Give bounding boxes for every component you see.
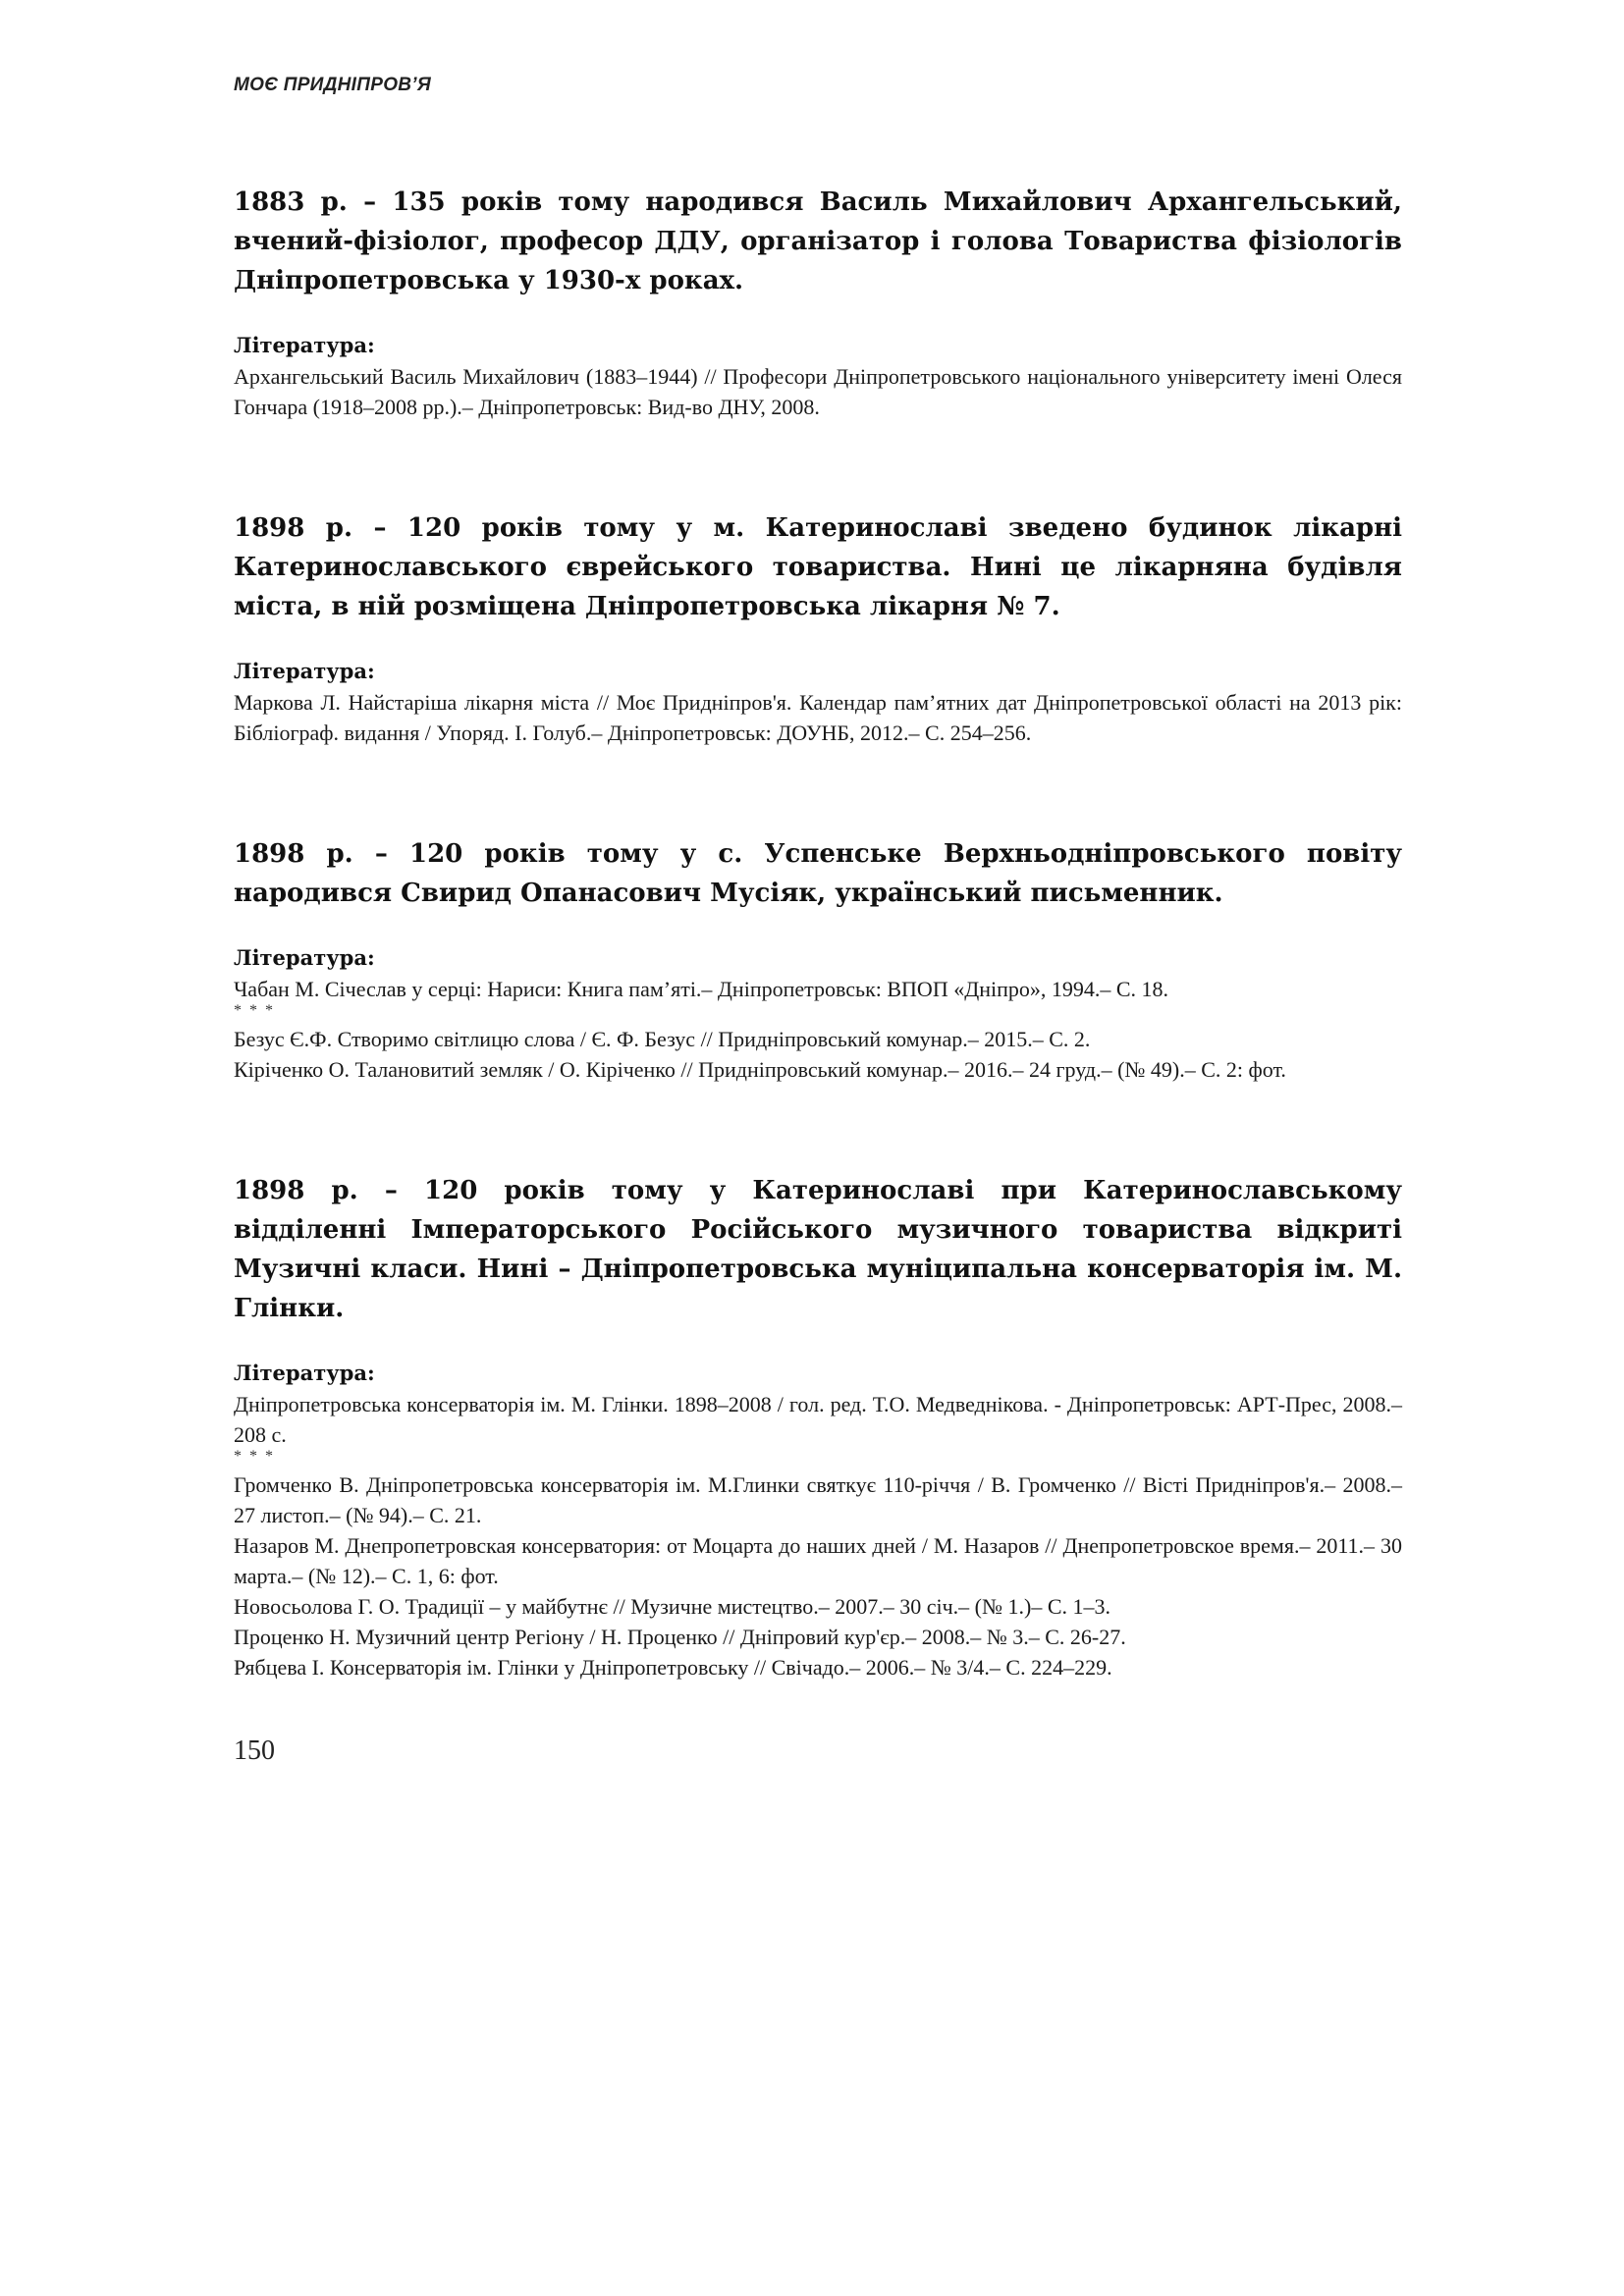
literature-item: Дніпропетровська консерваторія ім. М. Глінки. 1898–2008 / гол. ред. Т.О. Медведнікова. - Дніпропетровськ: АРТ-Прес, 2008.– 208 с. xyxy=(234,1392,1402,1447)
literature-item: Назаров М. Днепропетровская консерватория: от Моцарта до наших дней / М. Назаров // Днепропетровское время.– 2011.– 30 марта.– (№ 12).– С. 1, 6: фот. xyxy=(234,1533,1402,1588)
separator-asterisks: * * * xyxy=(234,1002,275,1019)
entry-heading: 1898 р. – 120 років тому у м. Катеринославі зведено будинок лікарні Катеринославського єврейського товариства. Нині це лікарняна будівля міста, в ній розміщена Дніпропетровська лікарня № 7. xyxy=(234,513,1402,621)
separator-asterisks: * * * xyxy=(234,1448,275,1465)
entry-heading: 1898 р. – 120 років тому у Катеринославі при Катеринославському відділенні Імператорського Російського музичного товариства відкриті Музичні класи. Нині – Дніпропетровська муніципальна консерваторія ім. М. Глінки. xyxy=(234,1176,1402,1323)
literature-item: Проценко Н. Музичний центр Регіону / Н. Проценко // Дніпровий кур'єр.– 2008.– № 3.– С. 26-27. xyxy=(234,1625,1126,1649)
literature-label: Література: xyxy=(234,1361,375,1385)
entry-heading: 1898 р. – 120 років тому у с. Успенське Верхньодніпровського повіту народився Свирид Опанасович Мусіяк, український письменник. xyxy=(234,839,1402,908)
page-number: 150 xyxy=(234,1735,275,1766)
calendar-entry xyxy=(234,508,1402,748)
literature-item: Чабан М. Січеслав у серці: Нариси: Книга пам’яті.– Дніпропетровськ: ВПОП «Дніпро», 1994.– С. 18. xyxy=(234,977,1169,1001)
calendar-entry xyxy=(234,183,1402,422)
literature-label: Література: xyxy=(234,333,375,357)
document-body xyxy=(234,183,1402,1769)
literature-item: Громченко В. Дніпропетровська консерваторія ім. М.Глинки святкує 110-річчя / В. Громченко // Вісті Придніпров'я.– 2008.– 27 листоп.– (№ 94).– С. 21. xyxy=(234,1472,1402,1527)
entry-heading: 1883 р. – 135 років тому народився Василь Михайлович Архангельський, вчений-фізіолог, професор ДДУ, організатор і голова Товариства фізіологів Дніпропетровська у 1930-х роках. xyxy=(234,187,1402,295)
calendar-entry xyxy=(234,1171,1402,1682)
literature-item: Маркова Л. Найстаріша лікарня міста // Моє Придніпров'я. Календар пам’ятних дат Дніпропетровської області на 2013 рік: Бібліограф. видання / Упоряд. І. Голуб.– Дніпропетровськ: ДОУНБ, 2012.– С. 254–256. xyxy=(234,690,1402,745)
literature-item: Безус Є.Ф. Створимо світлицю слова / Є. Ф. Безус // Придніпровський комунар.– 2015.– С. 2. xyxy=(234,1027,1091,1051)
literature-item: Новосьолова Г. О. Традиції – у майбутнє // Музичне мистецтво.– 2007.– 30 січ.– (№ 1.)– С. 1–3. xyxy=(234,1594,1110,1619)
literature-item: Архангельський Василь Михайлович (1883–1944) // Професори Дніпропетровського національного університету імені Олеся Гончара (1918–2008 рр.).– Дніпропетровськ: Вид-во ДНУ, 2008. xyxy=(234,364,1402,419)
literature-item: Рябцева І. Консерваторія ім. Глінки у Дніпропетровську // Свічадо.– 2006.– № 3/4.– С. 224–229. xyxy=(234,1655,1112,1680)
running-header: МОЄ ПРИДНІПРОВ’Я xyxy=(234,75,432,95)
literature-label: Література: xyxy=(234,659,375,683)
literature-item: Кіріченко О. Талановитий земляк / О. Кіріченко // Придніпровський комунар.– 2016.– 24 груд.– (№ 49).– С. 2: фот. xyxy=(234,1057,1286,1082)
literature-label: Література: xyxy=(234,945,375,970)
calendar-entry xyxy=(234,834,1402,1085)
